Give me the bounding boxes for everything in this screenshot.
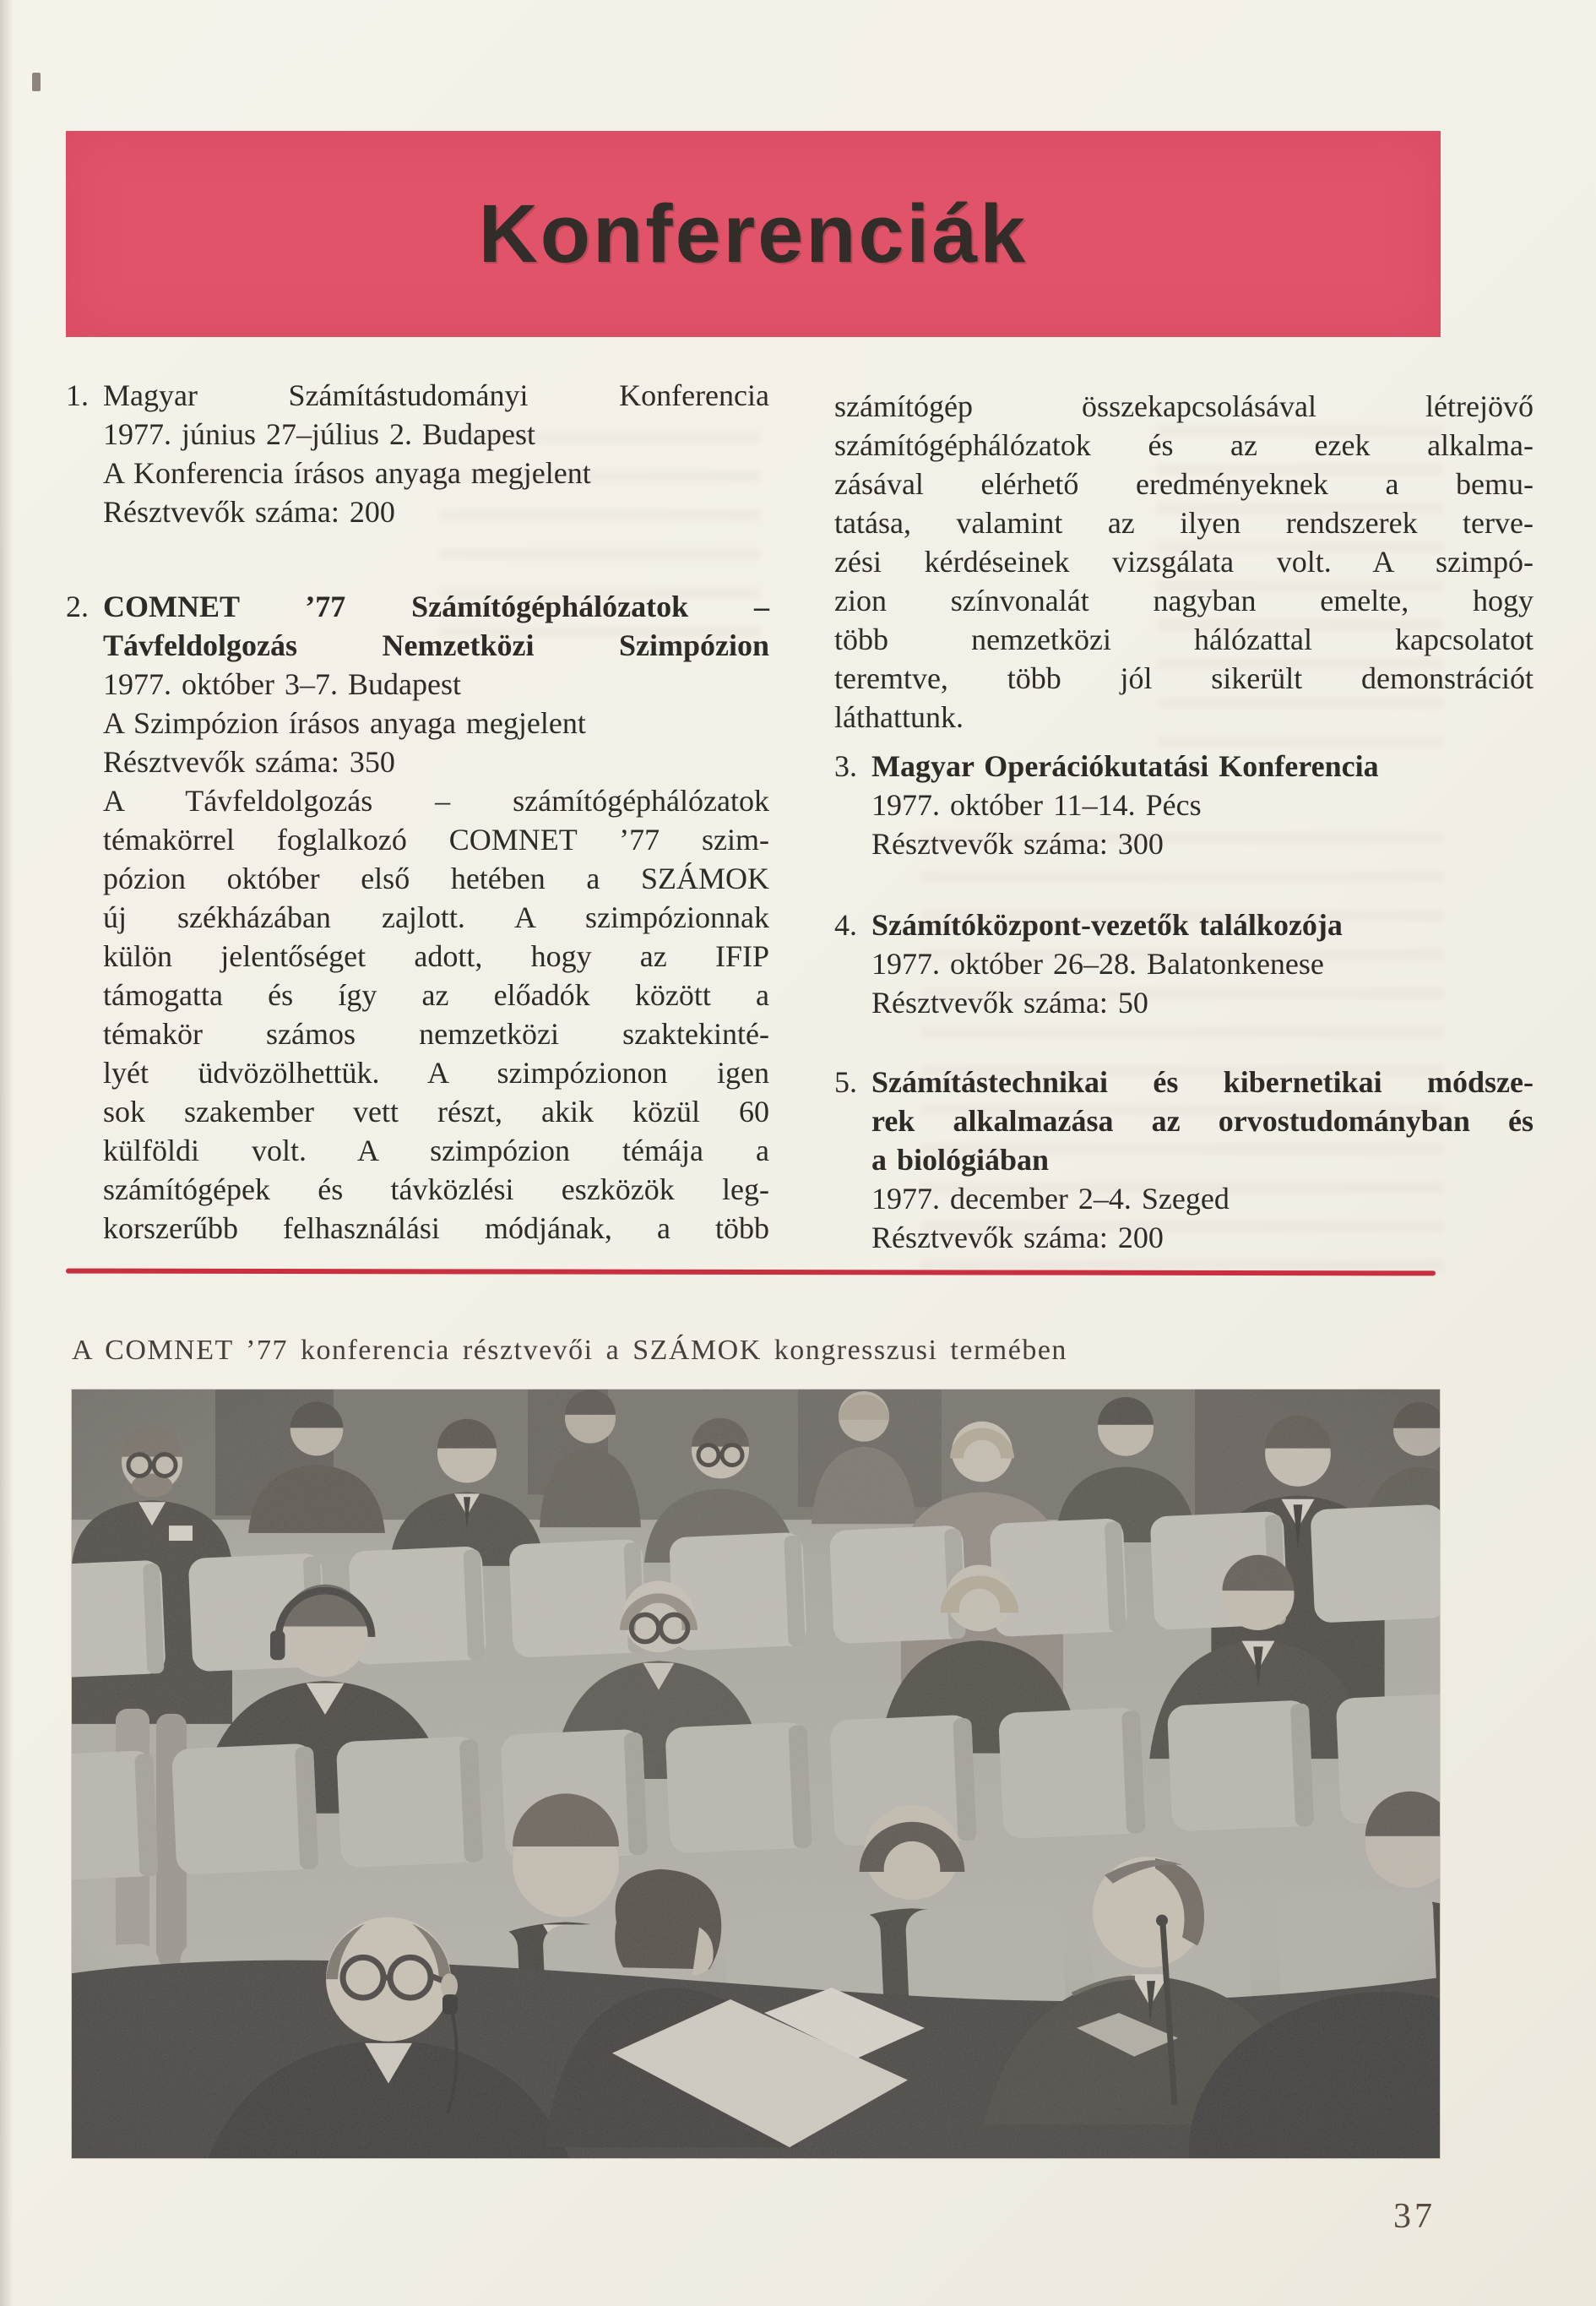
paragraph-line: tatása, valamint az ilyen rendszerek terve- [834, 506, 1534, 540]
item-title [871, 1063, 1534, 1179]
conference-photo-illustration [72, 1390, 1440, 2158]
item-number: 5. [834, 1065, 857, 1099]
paragraph-line: témakörrel foglalkozó COMNET ’77 szim- [103, 823, 769, 857]
paragraph-line: zion színvonalát nagyban emelte, hogy [834, 584, 1534, 617]
paragraph-line: új székházában zajlott. A szimpózionnak [103, 900, 769, 934]
paragraph-line: külföldi volt. A szimpózion témája a [103, 1134, 769, 1167]
paragraph-line: támogatta és így az előadók között a [103, 978, 769, 1012]
title-line: Távfeldolgozás Nemzetközi Szimpózion [103, 628, 769, 662]
item-number: 4. [834, 908, 857, 942]
paragraph-line: témakör számos nemzetközi szaktekinté- [103, 1017, 769, 1051]
conference-item-4 [834, 906, 1534, 1022]
paragraph-line: számítógépek és távközlési eszközök leg- [103, 1172, 769, 1206]
paragraph-line: számítógéphálózatok és az ezek alkalma- [834, 428, 1534, 462]
detail-line: Résztvevők száma: 300 [871, 827, 1164, 861]
item-title: Számítóközpont-vezetők találkozója [871, 908, 1343, 942]
detail-line: Résztvevők száma: 50 [871, 986, 1148, 1020]
conference-item-2 [66, 587, 769, 1248]
conference-item-1 [66, 376, 769, 531]
paragraph-line: láthattunk. [834, 700, 964, 734]
detail-line: 1977. október 3–7. Budapest [103, 667, 461, 701]
item-details [871, 786, 1534, 863]
red-divider-rule [66, 1269, 1436, 1276]
paragraph-line: számítógép összekapcsolásával létrejövő [834, 389, 1534, 423]
title-line: Számítástechnikai és kibernetikai módsze- [871, 1065, 1534, 1099]
detail-line: 1977. október 26–28. Balatonkenese [871, 947, 1324, 981]
detail-line: A Konferencia írásos anyaga megjelent [103, 456, 591, 490]
item-details [871, 1179, 1534, 1257]
item-paragraph [103, 781, 769, 1248]
paragraph-line: sok szakember vett részt, akik közül 60 [103, 1095, 769, 1129]
page-edge-shadow [0, 0, 14, 2306]
paragraph-line: teremtve, több jól sikerült demonstrációt [834, 661, 1534, 695]
page-number: 37 [1393, 2197, 1436, 2236]
detail-line: Résztvevők száma: 200 [103, 495, 395, 529]
detail-line: A Szimpózion írásos anyaga megjelent [103, 706, 586, 740]
paragraph-line: korszerűbb felhasználási módjának, a több [103, 1211, 769, 1245]
item-number: 2. [66, 590, 89, 623]
section-banner [66, 131, 1441, 337]
conference-photo [72, 1390, 1440, 2158]
item-number: 3. [834, 749, 857, 783]
conference-item-3 [834, 747, 1534, 863]
item-details [103, 415, 769, 531]
paragraph-line: külön jelentőséget adott, hogy az IFIP [103, 939, 769, 973]
detail-line: 1977. október 11–14. Pécs [871, 788, 1202, 822]
item-title: Magyar Operációkutatási Konferencia [871, 749, 1379, 783]
scan-speck [32, 73, 41, 91]
title-line: COMNET ’77 Számítógéphálózatok – [103, 590, 769, 623]
item-details [871, 944, 1534, 1022]
detail-line: Résztvevők száma: 350 [103, 745, 395, 779]
paragraph-line: zásával elérhető eredményeknek a bemu- [834, 467, 1534, 501]
paragraph-line: zési kérdéseinek vizsgálata volt. A szimpó- [834, 545, 1534, 579]
paragraph-line: A Távfeldolgozás – számítógéphálózatok [103, 784, 769, 818]
title-line: rek alkalmazása az orvostudományban és [871, 1104, 1534, 1138]
page-title: Konferenciák [478, 188, 1029, 280]
paragraph-line: lyét üdvözölhettük. A szimpózionon igen [103, 1056, 769, 1090]
conference-item-5 [834, 1063, 1534, 1257]
paragraph-line: több nemzetközi hálózattal kapcsolatot [834, 623, 1534, 656]
paragraph-line: pózion október első hetében a SZÁMOK [103, 862, 769, 895]
item-title: Magyar Számítástudományi Konferencia [103, 378, 769, 412]
detail-line: 1977. június 27–július 2. Budapest [103, 417, 536, 451]
detail-line: Résztvevők száma: 200 [871, 1221, 1164, 1254]
item-paragraph-continued [834, 387, 1534, 737]
left-column [66, 376, 769, 1248]
item-number: 1. [66, 378, 89, 412]
item-title [103, 587, 769, 665]
right-column [834, 387, 1534, 1257]
title-line: a biológiában [871, 1143, 1050, 1177]
item-details [103, 665, 769, 781]
photo-caption: A COMNET ’77 konferencia résztvevői a SZÁMOK kongresszusi termében [72, 1335, 1067, 1366]
detail-line: 1977. december 2–4. Szeged [871, 1182, 1230, 1216]
